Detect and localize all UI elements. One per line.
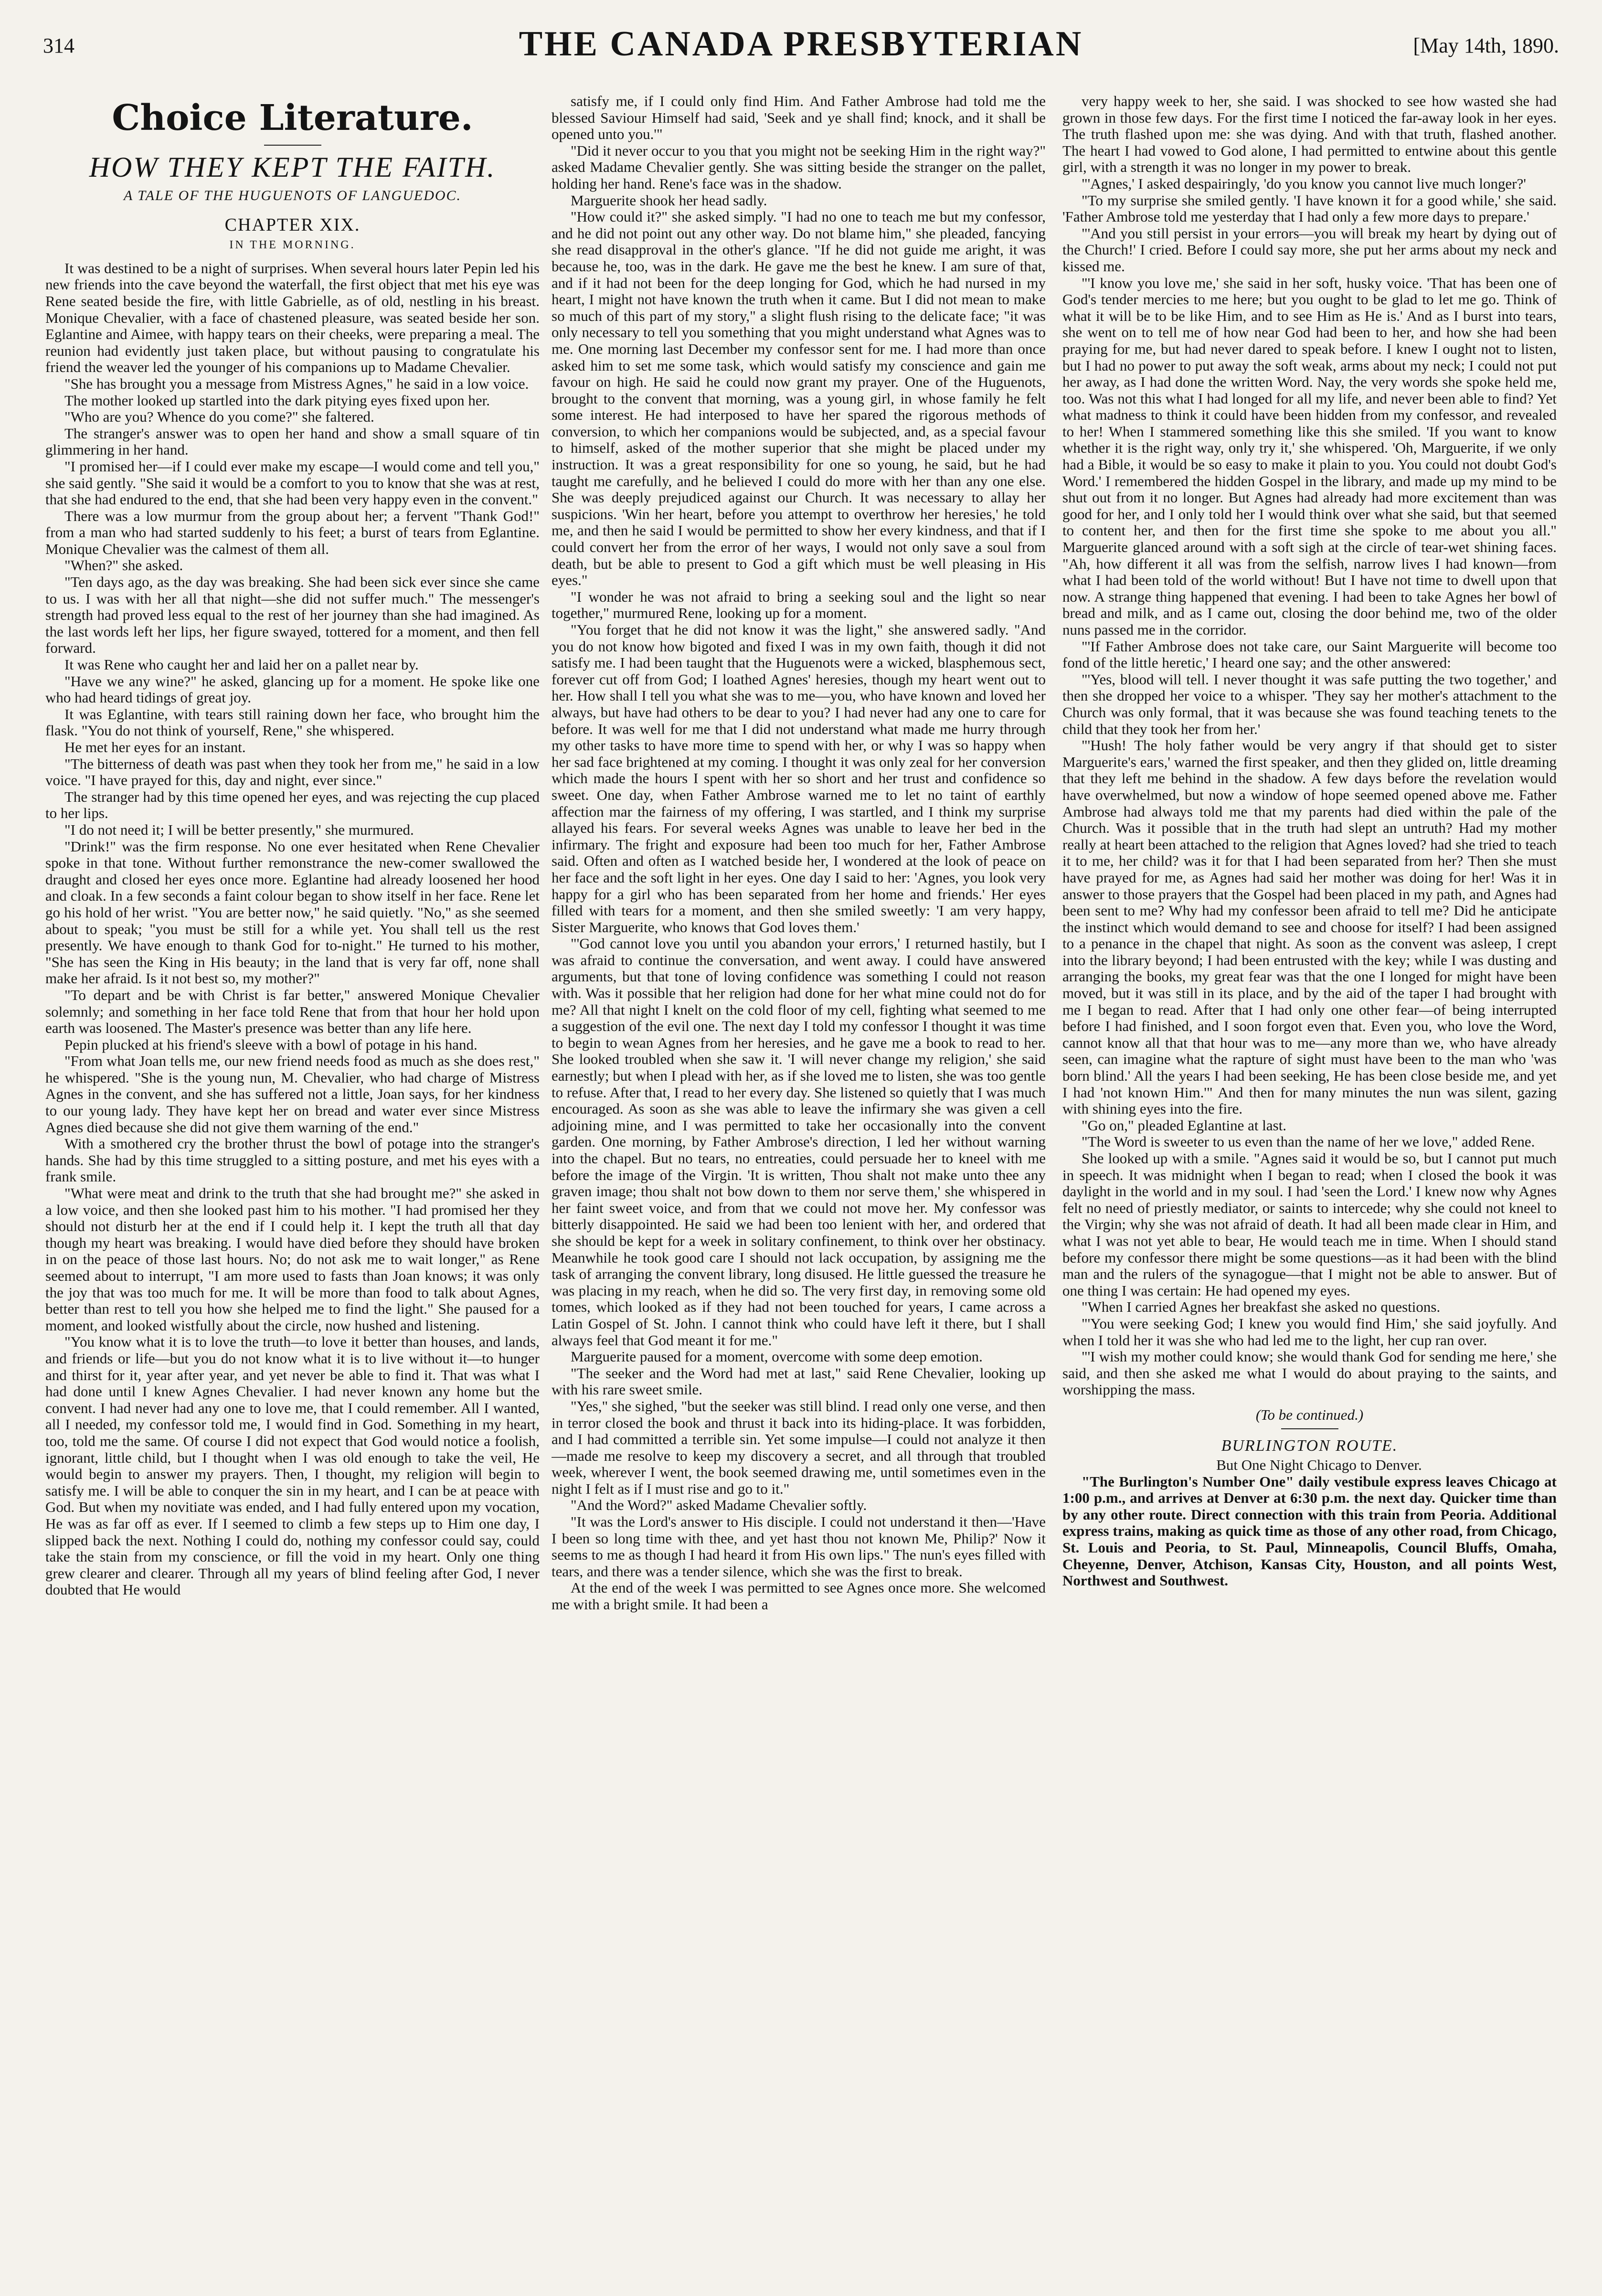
paragraph: The stranger's answer was to open her hand and show a small square of tin glimmering in her hand. [45, 425, 540, 458]
paragraph: "I promised her—if I could ever make my escape—I would come and tell you," she said gently. "She said it would be a comfort to you to know that she was at rest, that she had endured to the end, that she had been very happy even in the convent." [45, 457, 540, 508]
paragraph: He met her eyes for an instant. [64, 739, 246, 755]
route-ad-subtitle: But One Night Chicago to Denver. [1216, 1456, 1422, 1474]
paragraph: It was Rene who caught her and laid her on a pallet near by. [64, 656, 419, 673]
paragraph: "And the Word?" asked Madame Chevalier softly. [571, 1497, 867, 1514]
paragraph: "'And you still persist in your errors—you will break my heart by dying out of the Church!' I cried. Before I could say more, she put her arms about my neck and kissed me. [1062, 224, 1557, 275]
paragraph: "Have we any wine?" he asked, glancing up for a moment. He spoke like one who had heard tidings of great joy. [45, 672, 540, 706]
paragraph: She looked up with a smile. "Agnes said it would be so, but I cannot put much in speech. It was midnight when I began to read; when I closed the book it was daylight in the world and in my soul. I had 'seen the Lord.' I knew now why Agnes felt no need of priestly mediator, or saints to intercede; why she could not kneel to the Virgin; why she was not afraid of death. It had all been made clear in Him, and what I was not yet able to bear, He would teach me in time. When I should stand before my confessor there might be some questions—as it had been with the blind man and the rulers of the synagogue—that I might not be able to answer. But of one thing I was certain: He had opened my eyes. [1062, 1150, 1557, 1299]
paragraph: "'I wish my mother could know; she would thank God for sending me here,' she said, and then she asked me what I would do about praying to the saints, and worshipping the mass. [1062, 1348, 1557, 1398]
publication-title: THE CANADA PRESBYTERIAN [519, 24, 1083, 64]
page-number: 314 [43, 34, 74, 57]
paragraph: "Ten days ago, as the day was breaking. She had been sick ever since she came to us. I was with her all that night—she did not suffer much." The messenger's strength had proved less equal to the rest of her journey than she had imagined. As the last words left her lips, her figure swayed, tottered for a moment, and then fell forward. [45, 574, 540, 657]
paragraph: Marguerite paused for a moment, overcome with some deep emotion. [571, 1348, 983, 1365]
paragraph: "What were meat and drink to the truth that she had brought me?" she asked in a low voice, and then she looked past him to his mother. "I had promised her they should not disturb her at the end if I could help it. I kept the truth all that day though my heart was breaking. I would have died before they should have broken in on the peace of those last hours. No; do not ask me to wait longer," as Rene seemed about to interrupt, "I am more used to fasts than Joan knows; it was only the joy that was too much for me. It will be more than food to talk about Agnes, better than rest to tell you how she helped me to find the light." She paused for a moment, and looked wistfully about the circle, now hushed and listening. [45, 1185, 540, 1334]
paragraph: "It was the Lord's answer to His disciple. I could not understand it then—'Have I been so long time with thee, and yet hast thou not known Me, Philip?' Now it seems to me as though I had heard it from His own lips." The nun's eyes filled with tears, and there was a tender silence, which she was the first to break. [552, 1513, 1046, 1580]
paragraph: At the end of the week I was permitted to see Agnes once more. She welcomed me with a bright smile. It had been a [552, 1579, 1046, 1613]
paragraph: very happy week to her, she said. I was shocked to see how wasted she had grown in those few days. For the first time I noticed the far-away look in her eyes. The truth flashed upon me: she was dying. And with that truth, flashed another. The heart I had vowed to God alone, I had permitted to entwine about this gentle girl, with a strength it was no longer in my power to break. [1062, 93, 1557, 176]
paragraph: "The Word is sweeter to us even than the name of her we love," added Rene. [1082, 1133, 1535, 1150]
section-title: Choice Literature. [112, 97, 473, 138]
paragraph: "The bitterness of death was past when they took her from me," he said in a low voice. "I have prayed for this, day and night, ever since." [45, 755, 540, 789]
paragraph: "'Agnes,' I asked despairingly, 'do you know you cannot live much longer?' [1082, 175, 1526, 192]
paragraph: The stranger had by this time opened her eyes, and was rejecting the cup placed to her lips. [45, 788, 540, 822]
continued-notice: (To be continued.) [1255, 1406, 1364, 1423]
paragraph: "When I carried Agnes her breakfast she asked no questions. [1082, 1298, 1441, 1316]
divider [264, 145, 321, 146]
paragraph: It was Eglantine, with tears still raining down her face, who brought him the flask. "You do not think of yourself, Rene," she whispered. [45, 705, 540, 739]
paragraph: "I wonder he was not afraid to bring a seeking soul and the light so near together," murmured Rene, looking up for a moment. [552, 588, 1046, 622]
column-3-text [1062, 93, 1557, 1398]
paragraph: "'Hush! The holy father would be very angry if that should get to sister Marguerite's ears,' warned the first speaker, and then they glided on, little dreaming that they left me behind in the shadow. A few days before the revelation would have overwhelmed, but now a window of hope seemed opened above me. Father Ambrose had always told me that my parents had died within the pale of the Church. Was it possible that in the truth had slept an untruth? Had my mother really at heart been attached to the religion that Agnes loved? had she tried to teach it to me, her child? was it for that I had been separated from her? Then she must have prayed for me, as Agnes had said her mother was doing for her! Was it in answer to those prayers that the Gospel had been placed in my path, and Agnes had been sent to me? Why had my confessor been afraid to tell me? Did he anticipate the instinct which would demand to see and choose for itself? I had been assigned to a penance in the chapel that night. As soon as the convent was asleep, I crept into the library beyond; I had been entrusted with the key; while I was dusting and arranging the books, my great fear was that the one I longed for might have been moved, but it was still in its place, and by the aid of the taper I had brought with me I began to read. After that I had only one other fear—of being interrupted before I had finished, and I soon forgot even that. Even you, who love the Word, cannot know all that that hour was to me—any more than we, who have already seen, can imagine what the rapture of sight must have been to the man who 'was born blind.' All the years I had been seeking, He has been close beside me, and yet I had 'not known Him.'" And then for many minutes the nun was silent, gazing with shining eyes into the fire. [1062, 737, 1557, 1117]
chapter-subheading: IN THE MORNING. [229, 239, 356, 252]
paragraph: "'God cannot love you until you abandon your errors,' I returned hastily, but I was afraid to continue the conversation, and went away. I could have answered arguments, but that tone of loving confidence was something I could not reason with. Was it possible that her religion had done for her what mine could not do for me? All that night I knelt on the cold floor of my cell, fighting what seemed to me a suggestion of the evil one. The next day I told my confessor I thought it was time to begin to wean Agnes from her heresies, and he gave me a book to read to her. She looked troubled when she saw it. 'I will never change my religion,' she said earnestly; but when I plead with her, as if she loved me to listen, she was too gentle to refuse. After that, I read to her every day. She listened so quietly that I was much encouraged. As soon as she was able to leave the infirmary she was given a cell adjoining mine, and I was permitted to take her occasionally into the convent garden. One morning, by Father Ambrose's direction, I led her without warning into the chapel. But no tears, no entreaties, could persuade her to kneel with me before the image of the Virgin. 'It is written, Thou shalt not make unto thee any graven image; thou shalt not bow down to them nor serve them,' she whispered in her faint sweet voice, and from that we could not move her. My confessor was bitterly disappointed. He said we had been too lenient with her, and ordered that she should be kept for a week in solitary confinement, to think over her obstinacy. Meanwhile he took good care I should not lack occupation, by assigning me the task of arranging the convent library, long disused. He little guessed the treasure he was placing in my reach, when he did so. The very first day, in removing some old tomes, which looked as if they had not been touched for years, I came across a Latin Gospel of St. John. I cannot think who could have left it there, but I shall always feel that God meant it for me." [552, 935, 1046, 1349]
paragraph: "Drink!" was the firm response. No one ever hesitated when Rene Chevalier spoke in that tone. Without further remonstrance the new-comer swallowed the draught and closed her eyes once more. Eglantine had already loosened her hood and cloak. In a few seconds a faint colour began to show itself in her face. Rene let go his hold of her wrist. "You are better now," he said quietly. "No," as she seemed about to speak; "you must be still for a while yet. You shall tell us the rest presently. We have enough to thank God for to-night." He turned to his mother, "She has seen the King in His beauty; in the land that is very far off, none shall make her afraid. Is it not best so, my mother?" [45, 838, 540, 987]
paragraph: The mother looked up startled into the dark pitying eyes fixed upon her. [64, 392, 490, 409]
paragraph: There was a low murmur from the group about her; a fervent "Thank God!" from a man who had started suddenly to his feet; a burst of tears from Eglantine. Monique Chevalier was the calmest of them all. [45, 507, 540, 557]
route-ad-body: "The Burlington's Number One" daily vestibule express leaves Chicago at 1:00 p.m., and arrives at Denver at 6:30 p.m. the next day. Quicker time than by any other route. Direct connection with this train from Peoria. Additional express trains, making as quick time as those of any other road, from Chicago, St. Louis and Peoria, to St. Paul, Minneapolis, Council Bluffs, Omaha, Cheyenne, Denver, Atchison, Kansas City, Houston, and all points West, Northwest and Southwest. [1062, 1473, 1557, 1589]
paragraph: It was destined to be a night of surprises. When several hours later Pepin led his new friends into the cave beyond the waterfall, the first object that met his eye was Rene seated beside the fire, with little Gabrielle, as of old, nestling in his breast. Monique Chevalier, with a face of chastened pleasure, was seated beside her son. Eglantine and Aimee, with happy tears on their cheeks, were preparing a meal. The reunion had evidently just taken place, but without pausing to congratulate his friend the weaver led the younger of his companions up to Madame Chevalier. [45, 259, 540, 376]
issue-date: [May 14th, 1890. [1413, 34, 1559, 57]
column-1 [45, 93, 540, 2280]
route-ad-title: BURLINGTON ROUTE. [1221, 1436, 1398, 1455]
column-3 [1062, 93, 1557, 2280]
paragraph: "You know what it is to love the truth—to love it better than houses, and lands, and friends or life—but you do not know what it is to live without it—to hunger and thirst for it, year after year, and yet never be able to find it. That was what I had done until I knew Agnes Chevalier. I had never known any home but the convent. I had never had any one to love me, that I could remember. All I wanted, all I needed, my confessor told me, I would find in God. Something in my heart, too, told me the same. Of course I did not expect that God would notice a foolish, ignorant, little child, but I thought when I was old enough to take the veil, He would begin to answer my prayers. Then, I thought, my religion will begin to satisfy me. I will be able to conquer the sin in my heart, and I can be at peace with God. But when my novitiate was ended, and I had fully entered upon my vocation, He was as far off as ever. If I seemed to climb a few steps up to Him one day, I slipped back the next. Nothing I could do, nothing my confessor could say, could take the stain from my conscience, or fill the void in my heart. Only one thing grew clearer and clearer. Through all my years of blind feeling after God, I never doubted that He would [45, 1333, 540, 1598]
paragraph: "Did it never occur to you that you might not be seeking Him in the right way?" asked Madame Chevalier gently. She was sitting beside the stranger on the pallet, holding her hand. Rene's face was in the shadow. [552, 142, 1046, 192]
column-2-text [552, 93, 1046, 1613]
column-1-text [45, 260, 540, 1598]
paragraph: With a smothered cry the brother thrust the bowl of potage into the stranger's hands. She had by this time struggled to a sitting posture, and met his eyes with a frank smile. [45, 1135, 540, 1185]
paragraph: "'You were seeking God; I knew you would find Him,' she said joyfully. And when I told her it was she who had led me to the light, her cup ran over. [1062, 1315, 1557, 1349]
paragraph: "Go on," pleaded Eglantine at last. [1082, 1116, 1287, 1134]
column-2 [552, 93, 1046, 2280]
paragraph: "To my surprise she smiled gently. 'I have known it for a good while,' she said. 'Father Ambrose told me yesterday that I had only a few more days to prepare.' [1062, 191, 1557, 225]
paragraph: "'I know you love me,' she said in her soft, husky voice. 'That has been one of God's tender mercies to me here; but you ought to be glad to let me go. Think of what it will be to be like Him, and to see Him as He is.' And as I burst into tears, she went on to tell me of how near God had been to her, and how she had been praying for me, but had never dared to speak before. I knew I ought not to listen, but I had no power to put away the soft weak, arms about my neck; I could not put her away, as I had done the written Word. Nay, the very words she spoke held me, too. Was not this what I had longed for all my life, and never been able to find? Yet what madness to think it could have been hidden from my confessor, and revealed to her! When I stammered something like this she smiled. 'If you want to know whether it is the right way, only try it,' she whispered. 'Oh, Marguerite, if we only had a Bible, it would be so easy to make it plain to you. You could not doubt God's Word.' I remembered the hidden Gospel in the library, and made up my mind to be shut out from it no longer. But Agnes had already had more excitement than was good for her, and I only told her I would think over what she said, but that seemed to content her, and then for the first time she spoke to me about you all." Marguerite glanced around with a soft sigh at the circle of tear-wet shining faces. "Ah, how different it all was from the selfish, narrow lives I had known—from what I had been told of the world without! But I have not time to dwell upon that now. A strange thing happened that evening. I had been to take Agnes her bowl of bread and milk, and as I came out, closing the door behind me, two of the older nuns passed me in the corridor. [1062, 274, 1557, 638]
paragraph: Pepin plucked at his friend's sleeve with a bowl of potage in his hand. [64, 1036, 477, 1053]
paragraph: "She has brought you a message from Mistress Agnes," he said in a low voice. [64, 375, 529, 392]
paragraph: "How could it?" she asked simply. "I had no one to teach me but my confessor, and he did not point out any other way. Do not blame him," she pleaded, fancying she read disapproval in the other's glance. "If he did not guide me aright, it was because he, too, was in the dark. He gave me the best he knew. I am sure of that, and if it had not been for the deep longing for God, which he had nursed in my heart, I might not have known the truth when it came. But I did not mean to make so much of this part of my story," a slight flush rising to the delicate face; "it was only necessary to tell you something that you might understand what Agnes was to me. One morning last December my confessor sent for me. I had more than once asked him to set me some task, which would satisfy my conscience and gain me favour on high. He said he could now grant my prayer. One of the Huguenots, brought to the convent that morning, was a young girl, in whose family he felt some interest. He had interposed to have her spared the rigorous methods of conversion, to which her companions would be subjected, and, as a special favour to himself, asked of the mother superior that she might be placed under my instruction. It was a great responsibility for one so young, he said, but he had taught me carefully, and he believed I could do more with her than any one else. She was deeply prejudiced against our Church. It was necessary to allay her suspicions. 'Win her heart, before you attempt to overthrow her heresies,' he told me, and then he said I would be permitted to show her every kindness, and that if I could convert her from the error of her ways, I would not only save a soul from death, but be able to present to God a gift which must be well pleasing in His eyes." [552, 208, 1046, 589]
story-title: HOW THEY KEPT THE FAITH. [89, 151, 496, 183]
paragraph: "'Yes, blood will tell. I never thought it was safe putting the two together,' and then she dropped her voice to a whisper. 'They say her mother's attachment to the Church was only formal, that it was because she was found teaching tenets to the child that they took her from her.' [1062, 670, 1557, 737]
paragraph: "To depart and be with Christ is far better," answered Monique Chevalier solemnly; and something in her face told Rene that from that hour her hold upon earth was loosened. The Master's presence was better than any life here. [45, 986, 540, 1037]
divider [1281, 1428, 1338, 1429]
paragraph: "When?" she asked. [64, 557, 183, 574]
page-header [43, 14, 1559, 72]
paragraph: "The seeker and the Word had met at last," said Rene Chevalier, looking up with his rare sweet smile. [552, 1364, 1046, 1398]
paragraph: "You forget that he did not know it was the light," she answered sadly. "And you do not know how bigoted and fixed I was in my own faith, though it did not satisfy me. I had been taught that the Huguenots were a wicked, blasphemous sect, forever cut off from God; I loathed Agnes' heresies, though my heart went out to her. How shall I tell you what she was to me—you, who have known and loved her always, but have had others to be dear to you? I had never had any one to care for before. It was well for me that I did not understand what made me hurry through my other tasks to have more time to spend with her, or why I was so happy when her sad face brightened at my coming. I thought it was only zeal for her conversion which made the hours I spent with her so short and her trust and confidence so sweet. One day, when Father Ambrose warned me to let no taint of earthly affection mar the fairness of my offering, I was startled, and I think my surprise allayed his fears. For several weeks Agnes was unable to leave her bed in the infirmary. The fright and exposure had been too much for her, Father Ambrose said. Often and often as I watched beside her, I wondered at the look of peace on her face and the soft light in her eyes. One day I said to her: 'Agnes, you look very happy for a girl who has been separated from her home and friends.' Her eyes filled with tears for a moment, and then she smiled sweetly: 'I am very happy, Sister Marguerite, who knows that God loves them.' [552, 621, 1046, 935]
paragraph: "Yes," she sighed, "but the seeker was still blind. I read only one verse, and then in terror closed the book and thrust it back into its hiding-place. It was forbidden, and I had committed a terrible sin. Yet some impulse—I could not analyze it then—made me resolve to keep my discovery a secret, and all through that troubled week, wherever I went, the book seemed drawing me, until sometimes even in the night I felt as if I must rise and go to it." [552, 1397, 1046, 1497]
story-subtitle: A TALE OF THE HUGUENOTS OF LANGUEDOC. [123, 188, 462, 203]
paragraph: satisfy me, if I could only find Him. And Father Ambrose had told me the blessed Saviour Himself had said, 'Seek and ye shall find; knock, and it shall be opened unto you.'" [552, 93, 1046, 143]
paragraph: "Who are you? Whence do you come?" she faltered. [64, 408, 374, 425]
paragraph: "'If Father Ambrose does not take care, our Saint Marguerite will become too fond of the little heretic,' I heard one say; and the other answered: [1062, 638, 1557, 671]
chapter-heading: CHAPTER XIX. [224, 214, 361, 235]
paragraph: "From what Joan tells me, our new friend needs food as much as she does rest," he whispered. "She is the young nun, M. Chevalier, who had charge of Mistress Agnes in the convent, and she has suffered not a little, Joan says, for her kindness to our young lady. They have kept her on bread and water ever since Mistress Agnes died because she did not give them warning of the end." [45, 1052, 540, 1136]
paragraph: "I do not need it; I will be better presently," she murmured. [64, 821, 414, 838]
paragraph: Marguerite shook her head sadly. [571, 191, 767, 209]
